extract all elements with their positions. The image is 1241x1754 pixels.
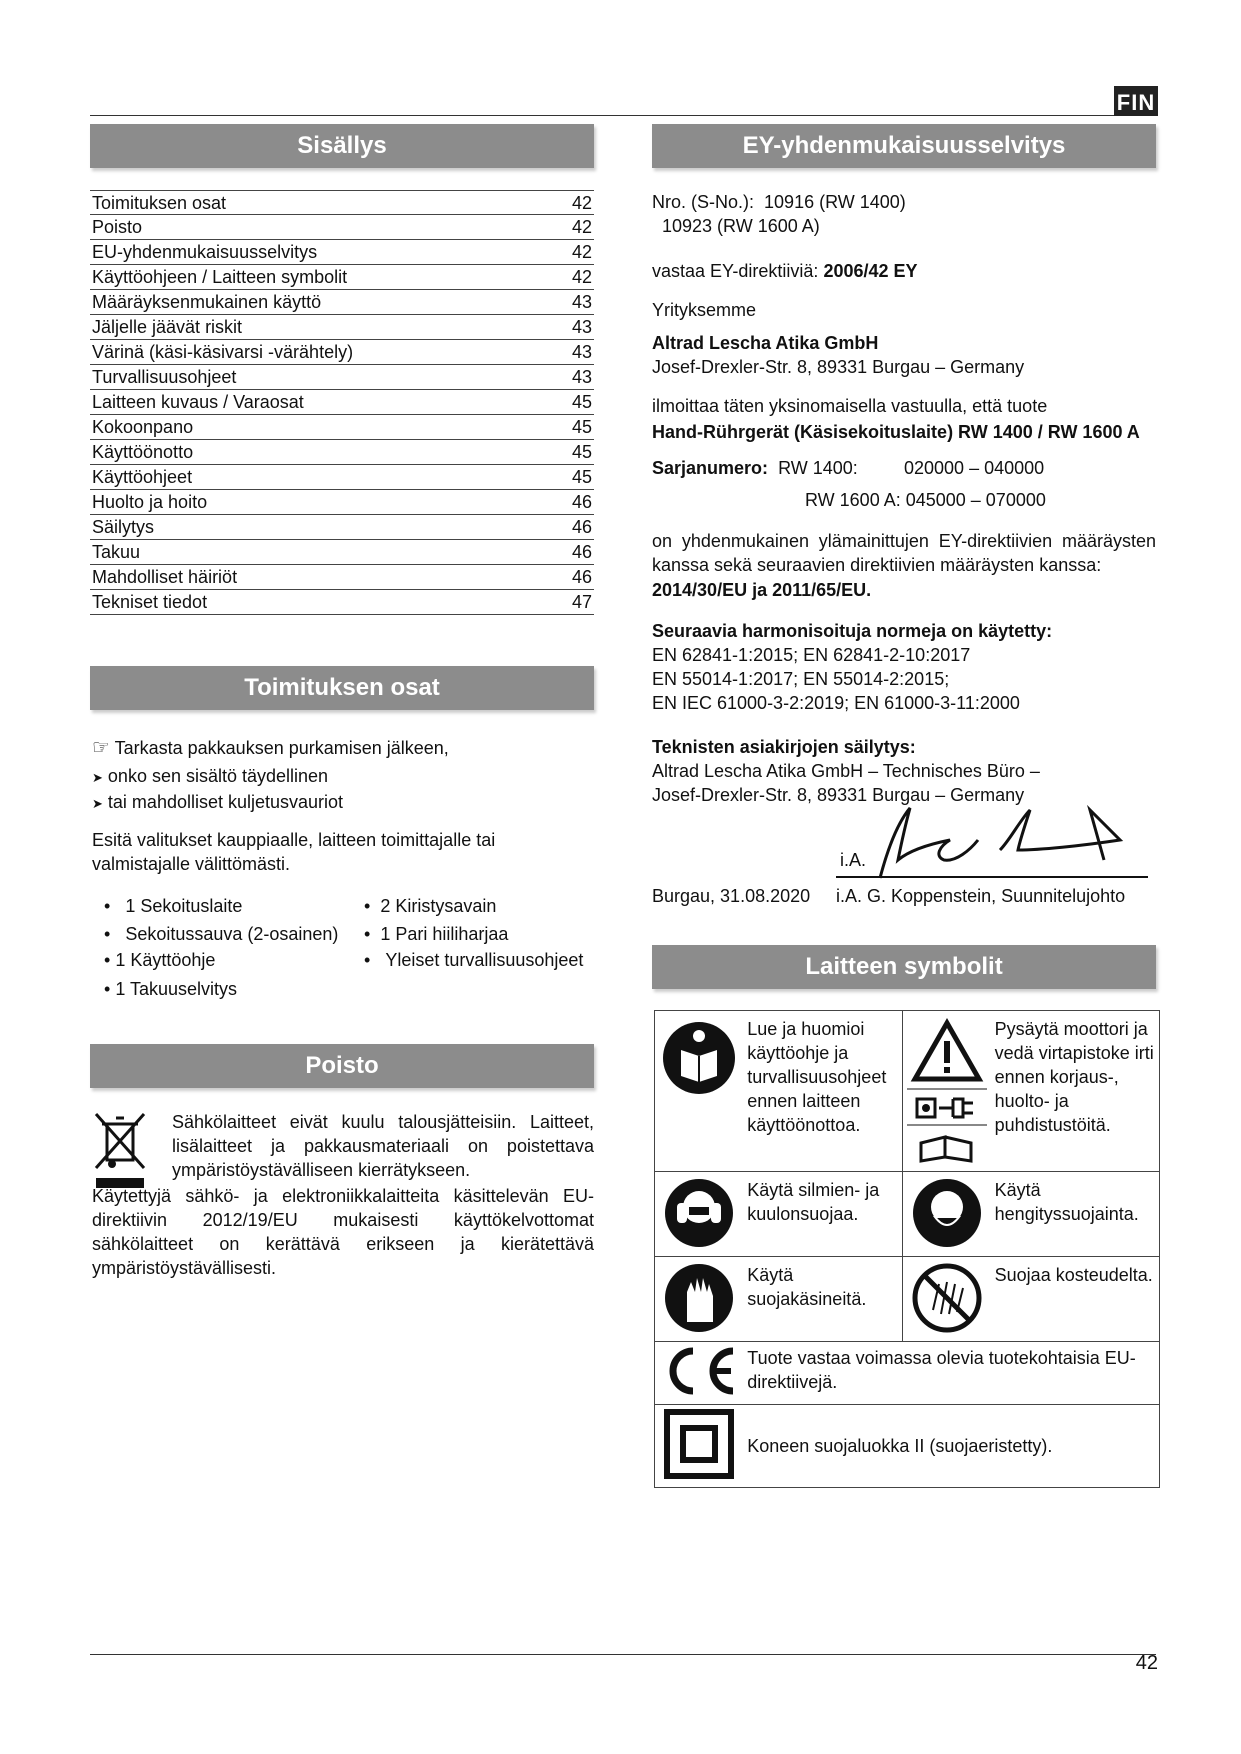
toc-label: Käyttöönotto — [92, 442, 194, 462]
toc-row — [90, 490, 594, 515]
toc-page: 43 — [571, 367, 592, 387]
conformity-number: Nro. (S-No.): 10916 (RW 1400) 10923 (RW 1600 A) — [652, 192, 906, 236]
toc-page: 43 — [571, 292, 592, 312]
directive: vastaa EY-direktiiviä: 2006/42 EY — [652, 261, 918, 281]
toc-row — [90, 540, 594, 565]
toc-page: 43 — [571, 317, 592, 337]
toc-label: Määräyksenmukainen käyttö — [92, 292, 322, 312]
toc-row — [90, 190, 594, 215]
toc-page: 46 — [571, 567, 592, 587]
docs-address: Altrad Lescha Atika GmbH – Technisches Büro – Josef-Drexler-Str. 8, 89331 Burgau – Germany — [652, 761, 1040, 805]
stop-motor-text: Pysäytä moottori ja vedä virtapistoke irti ennen korjaus-, huolto- ja puhdistustöitä. — [991, 1011, 1160, 1172]
conformity-header: EY-yhdenmukaisuusselvitys — [652, 124, 1156, 168]
respirator-icon — [903, 1172, 991, 1257]
respiratory-text: Käytä hengityssuojainta. — [991, 1172, 1160, 1257]
toc-page: 42 — [571, 193, 592, 213]
ce-mark-icon — [655, 1342, 744, 1405]
toc-page: 46 — [571, 542, 592, 562]
list-item: • 2 Kiristysavain — [364, 896, 497, 916]
declares-text: ilmoittaa täten yksinomaisella vastuulla, että tuote — [652, 396, 1048, 416]
disposal-header: Poisto — [90, 1044, 594, 1088]
toc-page: 45 — [571, 442, 592, 462]
list-item: • 1 Takuuselvitys — [104, 979, 238, 999]
toc-label: Turvallisuusohjeet — [92, 367, 237, 387]
toc-label: Takuu — [92, 542, 141, 562]
bottom-rule — [90, 1654, 1156, 1655]
crossed-bin-icon — [92, 1112, 150, 1190]
toc-page: 43 — [571, 342, 592, 362]
toc-label: Poisto — [92, 217, 143, 237]
delivery-header: Toimituksen osat — [90, 666, 594, 710]
company-label: Yrityksemme — [652, 300, 757, 320]
toc-label: Käyttöohjeen / Laitteen symbolit — [92, 267, 348, 287]
toc-label: Laitteen kuvaus / Varaosat — [92, 392, 304, 412]
toc-label: Toimituksen osat — [92, 193, 227, 213]
signature-line — [836, 876, 1148, 878]
toc-row — [90, 565, 594, 590]
toc-page: 42 — [571, 267, 592, 287]
list-item: • 1 Pari hiiliharjaa — [364, 924, 509, 944]
items-left — [104, 894, 338, 1005]
list-item: • 1 Sekoituslaite — [104, 896, 243, 916]
toc-row — [90, 215, 594, 240]
delivery-intro-text: Tarkasta pakkauksen purkamisen jälkeen, — [114, 738, 449, 758]
toc-row — [90, 240, 594, 265]
list-item: • 1 Käyttöohje — [104, 950, 216, 970]
eye-ear-text: Käytä silmien- ja kuulonsuojaa. — [743, 1172, 902, 1257]
toc-label: Käyttöohjeet — [92, 467, 193, 487]
company-name: Altrad Lescha Atika GmbH — [652, 333, 879, 353]
toc-label: Värinä (käsi-käsivarsi -värähtely) — [92, 342, 354, 362]
toc-page: 42 — [571, 242, 592, 262]
signature — [860, 800, 1150, 880]
toc-row — [90, 465, 594, 490]
toc-label: Jäljelle jäävät riskit — [92, 317, 243, 337]
items-right — [364, 894, 583, 976]
gloves-icon — [655, 1257, 744, 1342]
toc-row — [90, 265, 594, 290]
toc-row — [90, 590, 594, 615]
signer: i.A. G. Koppenstein, Suunnitelujohto — [836, 886, 1126, 906]
language-badge: FIN — [1114, 86, 1158, 116]
toc-label: EU-yhdenmukaisuusselvitys — [92, 242, 318, 262]
disposal-p1: Sähkölaitteet eivät kuulu talousjätteisiin. Laitteet, lisälaitteet ja pakkausmateriaali on poistettava ympäristöystävälliseen kierrätykseen. — [172, 1112, 594, 1180]
symbols-header: Laitteen symbolit — [652, 945, 1156, 989]
norms: EN 62841-1:2015; EN 62841-2-10:2017 EN 55014-1:2017; EN 55014-2:2015; EN IEC 61000-3-2:2019; EN 61000-3-11:2000 — [652, 645, 1020, 713]
moisture-text: Suojaa kosteudelta. — [991, 1257, 1160, 1342]
no-rain-icon — [903, 1257, 991, 1342]
toc-row — [90, 340, 594, 365]
disposal-p2: Käytettyjä sähkö- ja elektroniikkalaitteita käsittelevän EU-direktiivin 2012/19/EU mukaisesti käyttökelvottomat sähkölaitteet on kerättävä erikseen ja kierätettävä ympäristöystävällisesti. — [92, 1186, 594, 1278]
toc-row — [90, 365, 594, 390]
ia-label: i.A. — [840, 850, 867, 870]
serial-2: RW 1600 A: 045000 – 070000 — [805, 490, 1046, 510]
docs-label: Teknisten asiakirjojen säilytys: — [652, 737, 916, 757]
toc-row — [90, 440, 594, 465]
class2-text: Koneen suojaluokka II (suojaeristetty). — [743, 1405, 1159, 1488]
read-manual-icon — [655, 1011, 744, 1172]
symbols-table — [654, 1010, 1160, 1488]
top-rule — [90, 115, 1156, 116]
toc-row — [90, 415, 594, 440]
toc-row — [90, 390, 594, 415]
toc-page: 42 — [571, 217, 592, 237]
warning-unplug-icons — [903, 1011, 991, 1172]
place-date: Burgau, 31.08.2020 — [652, 886, 811, 906]
toc-header: Sisällys — [90, 124, 594, 168]
list-item: • Yleiset turvallisuusohjeet — [364, 950, 584, 970]
toc-label: Huolto ja hoito — [92, 492, 208, 512]
toc-label: Kokoonpano — [92, 417, 194, 437]
serial-1: Sarjanumero: RW 1400: 020000 – 040000 — [652, 458, 1045, 478]
arrow-bullet-icon: ➤ — [92, 770, 103, 785]
page-number: 42 — [1135, 1652, 1158, 1674]
eye-ear-protection-icon — [655, 1172, 744, 1257]
ce-text: Tuote vastaa voimassa olevia tuotekohtaisia EU-direktiivejä. — [743, 1342, 1159, 1405]
toc-page: 46 — [571, 517, 592, 537]
list-item: • Sekoitussauva (2-osainen) — [104, 924, 339, 944]
toc-page: 47 — [571, 592, 592, 612]
toc-page: 46 — [571, 492, 592, 512]
check-2: ➤ tai mahdolliset kuljetusvauriot — [92, 792, 344, 812]
read-manual-text: Lue ja huomioi käyttöohje ja turvallisuusohjeet ennen laitteen käyttöönottoa. — [743, 1011, 902, 1172]
toc-page: 45 — [571, 417, 592, 437]
conforms-text: on yhdenmukainen ylämainittujen EY-direktiivien määräysten kanssa sekä seuraavien direktiivien määräysten kanssa: — [652, 531, 1156, 575]
hand-pointer-icon: ☞ — [92, 737, 110, 759]
toc-row — [90, 290, 594, 315]
delivery-note: Esitä valitukset kauppiaalle, laitteen toimittajalle tai valmistajalle välittömästi. — [92, 830, 496, 874]
arrow-bullet-icon: ➤ — [92, 796, 103, 811]
toc-label: Tekniset tiedot — [92, 592, 208, 612]
toc-label: Säilytys — [92, 517, 155, 537]
gloves-text: Käytä suojakäsineitä. — [743, 1257, 902, 1342]
toc-row — [90, 315, 594, 340]
company-address: Josef-Drexler-Str. 8, 89331 Burgau – Germany — [652, 357, 1025, 377]
toc-page: 45 — [571, 392, 592, 412]
toc-row — [90, 515, 594, 540]
toc-page: 45 — [571, 467, 592, 487]
product-name: Hand-Rührgerät (Käsisekoituslaite) RW 1400 / RW 1600 A — [652, 422, 1140, 442]
norms-label: Seuraavia harmonisoituja normeja on käytetty: — [652, 621, 1053, 641]
protection-class-ii-icon — [655, 1405, 744, 1488]
delivery-intro — [92, 736, 592, 760]
toc-list — [90, 190, 594, 615]
check-1: ➤ onko sen sisältö täydellinen — [92, 766, 329, 786]
directives-list: 2014/30/EU ja 2011/65/EU. — [652, 580, 872, 600]
toc-label: Mahdolliset häiriöt — [92, 567, 238, 587]
